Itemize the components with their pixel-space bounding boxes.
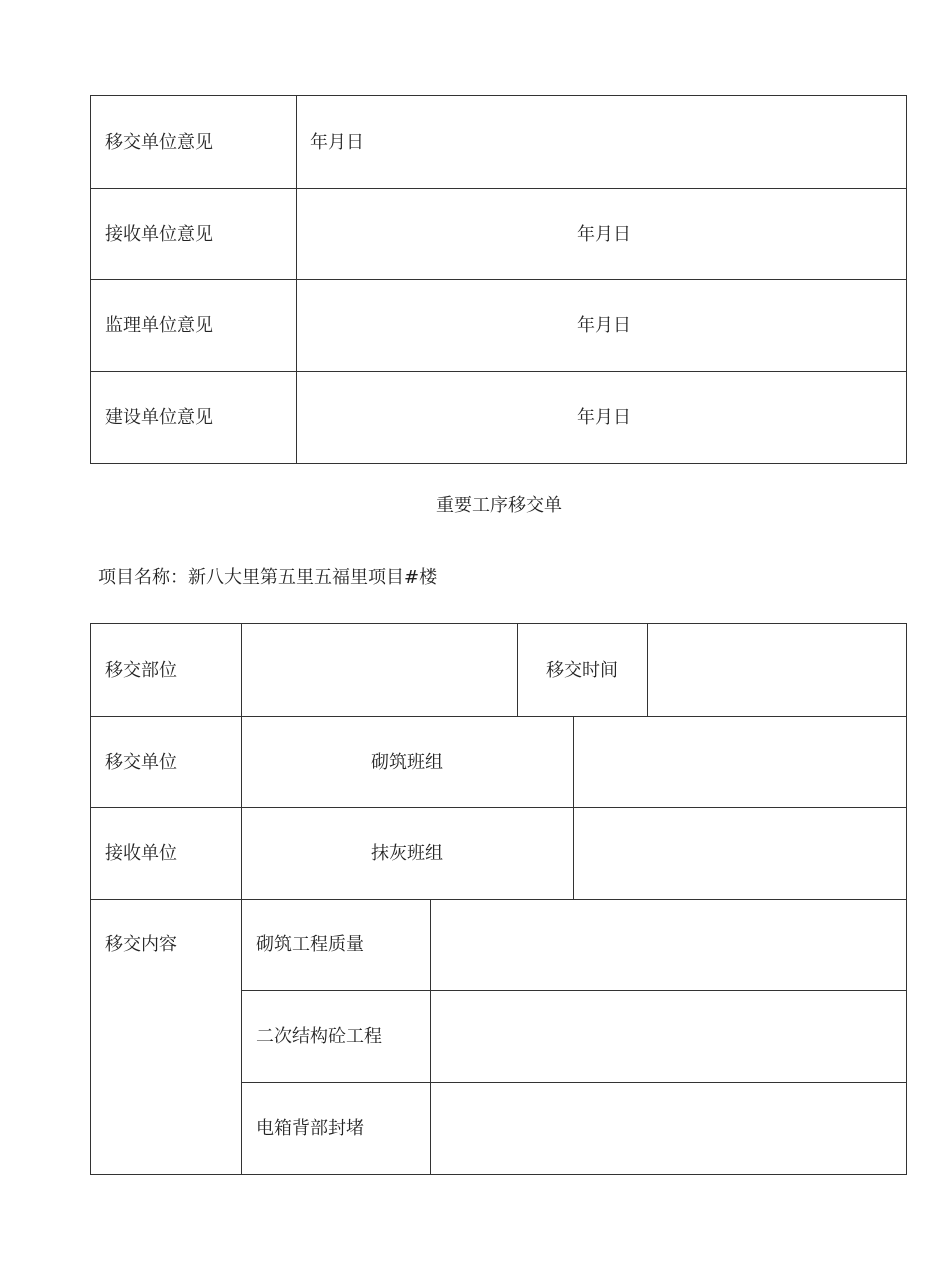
opinion-label-transfer-unit: 移交单位意见 — [105, 132, 213, 153]
opinion-date-receiving-unit: 年月日 — [577, 224, 631, 245]
content-item-masonry-quality: 砌筑工程质量 — [256, 934, 364, 955]
opinion-date-construction-unit: 年月日 — [577, 407, 631, 428]
transfer-content-label: 移交内容 — [105, 934, 177, 955]
transfer-unit-label: 移交单位 — [105, 752, 177, 773]
opinion-label-receiving-unit: 接收单位意见 — [105, 224, 213, 245]
opinion-date-transfer-unit: 年月日 — [310, 132, 364, 153]
content-item-electrical-box-sealing: 电箱背部封堵 — [256, 1118, 364, 1139]
transfer-unit-value: 砌筑班组 — [371, 752, 443, 773]
opinion-label-construction-unit: 建设单位意见 — [105, 407, 213, 428]
opinion-label-supervision-unit: 监理单位意见 — [105, 315, 213, 336]
opinion-date-supervision-unit: 年月日 — [577, 315, 631, 336]
content-item-secondary-structure-concrete: 二次结构砼工程 — [256, 1026, 382, 1047]
receiving-unit-label: 接收单位 — [105, 843, 177, 864]
transfer-location-label: 移交部位 — [105, 660, 177, 681]
project-name: 项目名称：新八大里第五里五福里项目#楼 — [98, 567, 438, 588]
form-title: 重要工序移交单 — [436, 495, 562, 516]
receiving-unit-value: 抹灰班组 — [371, 843, 443, 864]
transfer-time-label: 移交时间 — [546, 660, 618, 681]
